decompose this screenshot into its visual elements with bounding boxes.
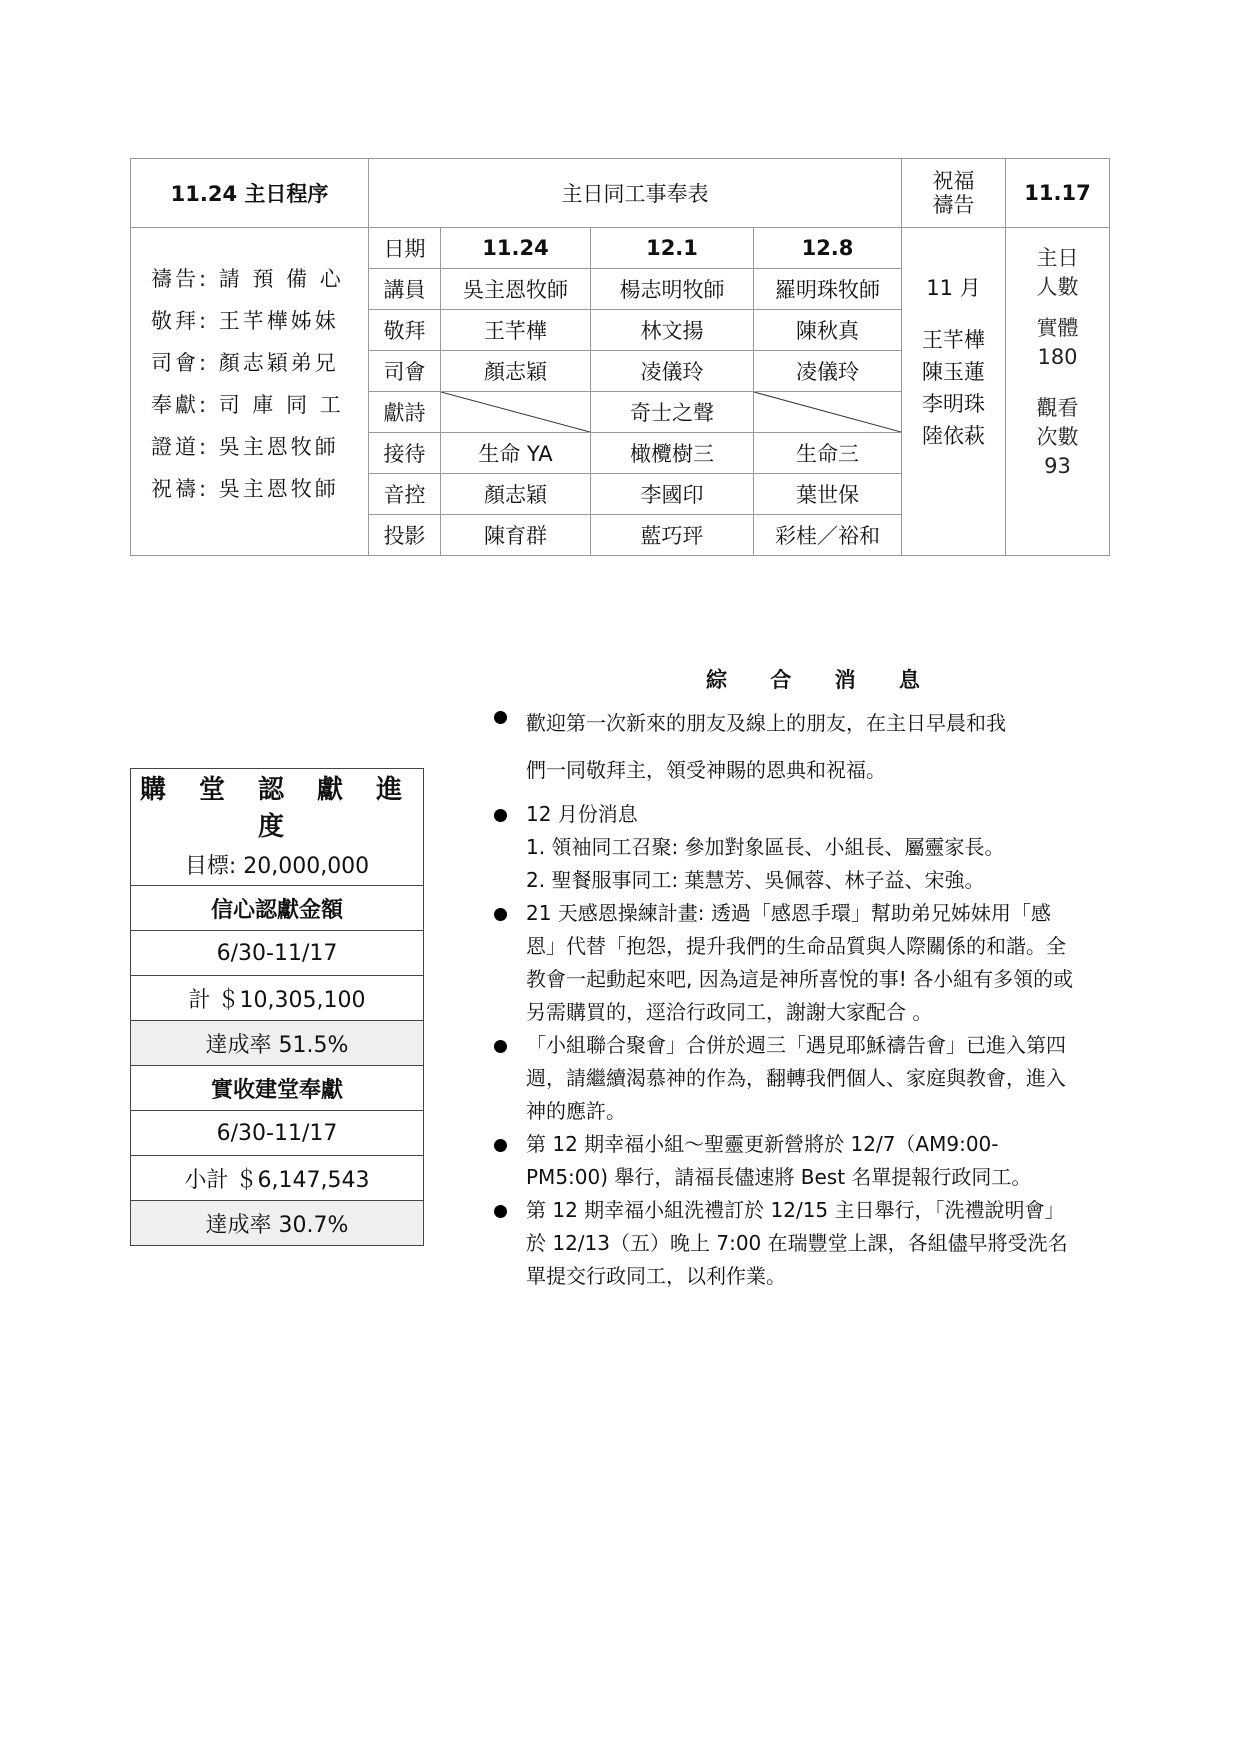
news-item: 歡迎第一次新來的朋友及線上的朋友，在主日早晨和我 們一同敬拜主，領受神賜的恩典和祝福。	[490, 700, 1080, 794]
date-col-3: 12.8	[754, 228, 902, 269]
news-item: 21 天感恩操練計畫: 透過「感恩手環」幫助弟兄姊妹用「感恩」代替「抱怨，提升我們的生命品質與人際關係的和諧。全教會一起動起來吧, 因為這是神所喜悅的事! 各小組有多領的或另需購買的，逕洽行政同工，謝謝大家配合 。	[490, 897, 1080, 1029]
role-label: 講員	[369, 269, 441, 310]
pledge-goal: 目標: 20,000,000	[131, 843, 424, 886]
date-col-2: 12.1	[591, 228, 754, 269]
blessing-list: 11 月 王芊樺 陳玉蓮 李明珠 陸依萩	[902, 228, 1006, 556]
roster-cell: 彩桂／裕和	[754, 515, 902, 556]
roster-cell: 林文揚	[591, 310, 754, 351]
roster-cell: 陳育群	[441, 515, 591, 556]
actual-rate: 達成率 30.7%	[131, 1201, 424, 1246]
faith-total: 計 ＄10,305,100	[131, 976, 424, 1021]
faith-period: 6/30-11/17	[131, 931, 424, 976]
roster-cell: 陳秋真	[754, 310, 902, 351]
program-item: 禱告: 請 預 備 心	[151, 267, 344, 291]
roster-cell: 羅明珠牧師	[754, 269, 902, 310]
role-label: 接待	[369, 433, 441, 474]
program-item: 證道: 吳主恩牧師	[151, 435, 339, 459]
faith-title: 信心認獻金額	[131, 886, 424, 931]
roster-cell: 橄欖樹三	[591, 433, 754, 474]
roster-title: 主日同工事奉表	[369, 159, 902, 228]
news-item: 第 12 期幸福小組洗禮訂於 12/15 主日舉行，「洗禮說明會」於 12/13（五）晚上 7:00 在瑞豐堂上課，各組儘早將受洗名單提交行政同工，以利作業。	[490, 1194, 1080, 1293]
roster-cell: 顏志穎	[441, 474, 591, 515]
roster-cell: 李國印	[591, 474, 754, 515]
pledge-progress-table	[130, 768, 424, 1246]
roster-cell: 王芊樺	[441, 310, 591, 351]
roster-cell: 生命 YA	[441, 433, 591, 474]
faith-rate: 達成率 51.5%	[131, 1021, 424, 1066]
news-item: 「小組聯合聚會」合併於週三「遇見耶穌禱告會」已進入第四週，請繼續渴慕神的作為，翻轉我們個人、家庭與教會，進入神的應許。	[490, 1029, 1080, 1128]
roster-cell: 藍巧玶	[591, 515, 754, 556]
roster-cell: 葉世保	[754, 474, 902, 515]
news-item: 12 月份消息 1. 領袖同工召聚: 參加對象區長、小組長、屬靈家長。 2. 聖餐服事同工: 葉慧芳、吳佩蓉、林子益、宋強。	[490, 798, 1080, 897]
date-col-1: 11.24	[441, 228, 591, 269]
role-label: 音控	[369, 474, 441, 515]
role-label: 獻詩	[369, 392, 441, 433]
blessing-title: 祝福 禱告	[902, 159, 1006, 228]
prev-date: 11.17	[1006, 159, 1110, 228]
program-item: 祝禱: 吳主恩牧師	[151, 477, 339, 501]
roster-cell: 吳主恩牧師	[441, 269, 591, 310]
role-label: 投影	[369, 515, 441, 556]
actual-period: 6/30-11/17	[131, 1111, 424, 1156]
program-item: 敬拜: 王芊樺姊妹	[151, 309, 339, 333]
program-item: 司會: 顏志穎弟兄	[151, 351, 339, 375]
program-title: 11.24 主日程序	[131, 159, 369, 228]
program-item: 奉獻: 司 庫 同 工	[151, 393, 344, 417]
roster-cell: 楊志明牧師	[591, 269, 754, 310]
roster-cell: 奇士之聲	[591, 392, 754, 433]
service-schedule-table	[130, 158, 1110, 556]
actual-total: 小計 ＄6,147,543	[131, 1156, 424, 1201]
role-label: 敬拜	[369, 310, 441, 351]
actual-title: 實收建堂奉獻	[131, 1066, 424, 1111]
roster-cell: 凌儀玲	[591, 351, 754, 392]
empty-slash-cell	[754, 392, 902, 433]
role-label: 司會	[369, 351, 441, 392]
roster-cell: 顏志穎	[441, 351, 591, 392]
news-item: 第 12 期幸福小組～聖靈更新營將於 12/7（AM9:00-PM5:00) 舉行，請福長儘速將 Best 名單提報行政同工。	[490, 1128, 1080, 1194]
pledge-title: 購 堂 認 獻 進 度	[131, 769, 424, 844]
attendance: 主日 人數 實體 180 觀看 次數 93	[1006, 228, 1110, 556]
date-label: 日期	[369, 228, 441, 269]
roster-cell: 生命三	[754, 433, 902, 474]
program-list	[131, 228, 369, 556]
news-title: 綜 合 消 息	[706, 668, 938, 692]
roster-cell: 凌儀玲	[754, 351, 902, 392]
empty-slash-cell	[441, 392, 591, 433]
